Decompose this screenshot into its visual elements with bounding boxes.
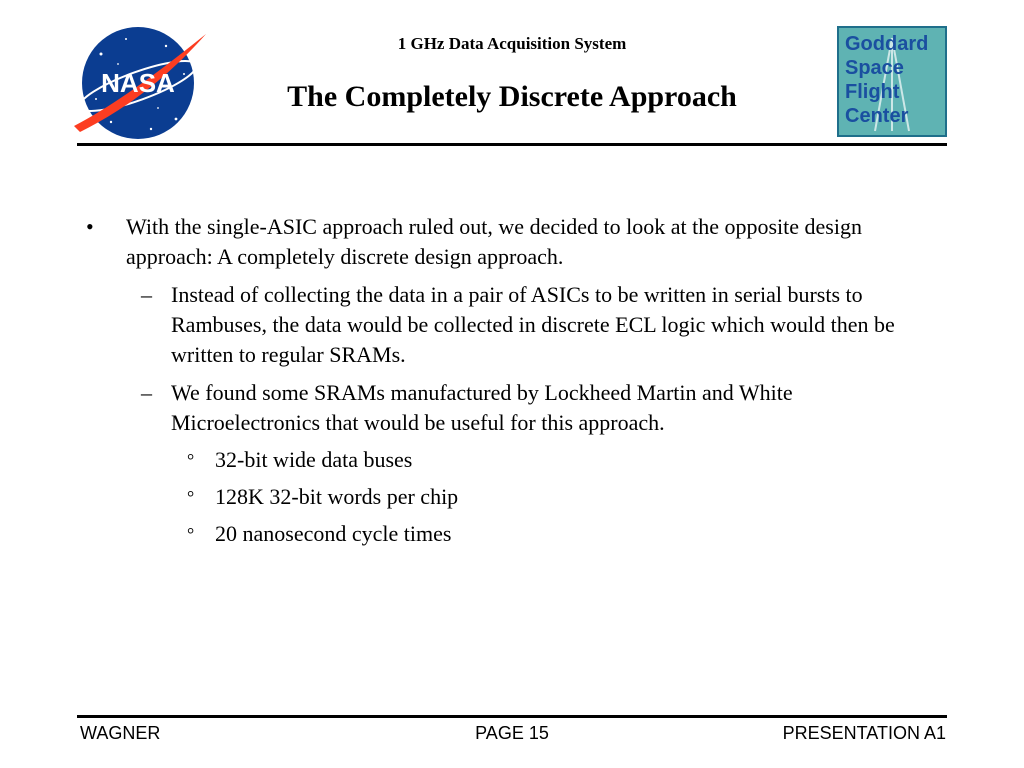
sub-sub-bullet-text: 128K 32-bit words per chip — [215, 484, 459, 509]
sub-sub-bullet-item — [187, 445, 895, 475]
slide-body — [0, 212, 1024, 549]
dash-marker: – — [141, 380, 152, 405]
header-divider — [77, 143, 947, 146]
footer-divider — [77, 715, 947, 718]
footer-page-number: PAGE 15 — [475, 723, 549, 743]
degree-marker: ° — [187, 524, 195, 544]
bullet-marker: • — [86, 214, 94, 239]
degree-marker: ° — [187, 487, 195, 507]
sub-bullet-item — [141, 378, 901, 438]
sub-bullet-item — [141, 280, 901, 370]
gsfc-logo — [837, 26, 947, 137]
sub-sub-bullet-item — [187, 519, 895, 549]
nasa-logo-text: NASA — [101, 68, 175, 98]
super-title: 1 GHz Data Acquisition System — [397, 34, 627, 53]
nasa-logo — [66, 24, 210, 142]
page-title: The Completely Discrete Approach — [287, 80, 737, 113]
sub-sub-bullet-text: 32-bit wide data buses — [215, 447, 413, 472]
sub-bullet-text: Instead of collecting the data in a pair of ASICs to be written in serial bursts to Rambuses, the data would be collected in discrete ECL logic which would then be written to regular SRAMs. — [171, 282, 895, 367]
gsfc-line-2: Space — [845, 57, 904, 79]
sub-bullet-text: We found some SRAMs manufactured by Lockheed Martin and White Microelectronics that would be useful for this approach. — [171, 380, 793, 435]
footer-author: WAGNER — [80, 723, 161, 743]
gsfc-line-4: Center — [845, 105, 909, 127]
bullet-item — [86, 212, 926, 272]
sub-sub-bullet-text: 20 nanosecond cycle times — [215, 521, 452, 546]
gsfc-line-3: Flight — [845, 81, 900, 103]
dash-marker: – — [141, 282, 152, 307]
footer-presentation-id: PRESENTATION A1 — [782, 723, 946, 743]
sub-sub-bullet-item — [187, 482, 895, 512]
degree-marker: ° — [187, 450, 195, 470]
bullet-text: With the single-ASIC approach ruled out, we decided to look at the opposite design approach: A completely discrete design approach. — [126, 214, 862, 269]
gsfc-line-1: Goddard — [845, 33, 929, 55]
